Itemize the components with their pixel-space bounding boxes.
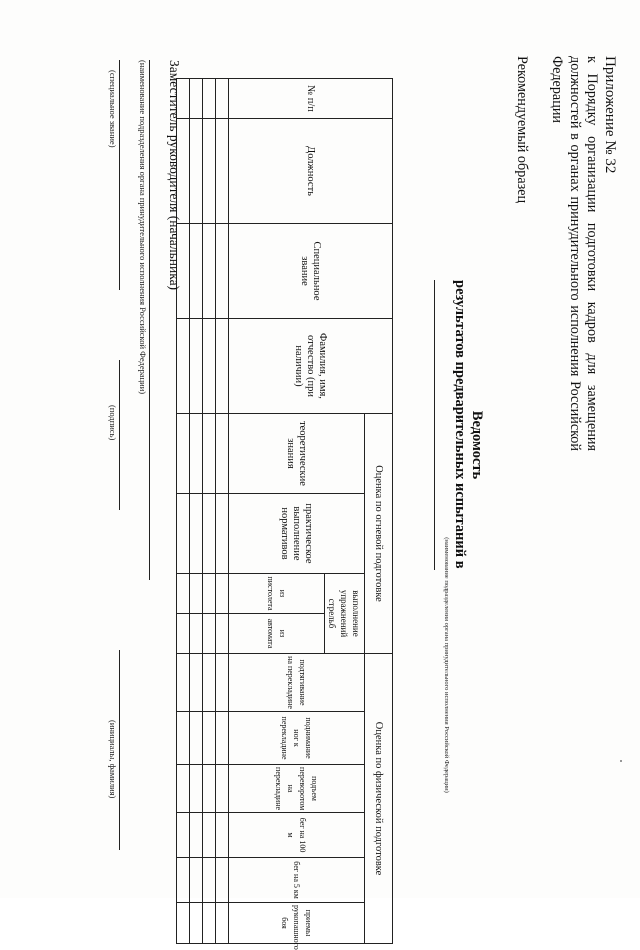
table-cell — [177, 654, 190, 712]
header-shooting: выполнение упражнений стрельб — [325, 574, 365, 654]
table-cell — [190, 119, 203, 224]
table-cell — [190, 494, 203, 574]
table-cell — [216, 414, 229, 494]
table-cell — [216, 224, 229, 319]
table-row — [216, 79, 229, 944]
table-cell — [216, 614, 229, 654]
table-cell — [190, 224, 203, 319]
deputy-label: Заместитель руководителя (начальника) — [167, 60, 182, 291]
table-cell — [203, 224, 216, 319]
appendix-number: Приложение № 32 — [602, 56, 618, 174]
unit-caption: (наименование подразделения органа принудительного исполнения Российской Федерации) — [138, 60, 148, 395]
table-cell — [216, 79, 229, 119]
signature-line — [119, 360, 120, 510]
header-fire-group: Оценка по огневой подготовке — [365, 414, 393, 654]
table-cell — [216, 319, 229, 414]
table-cell — [203, 574, 216, 614]
table-cell — [177, 574, 190, 614]
table-cell — [190, 712, 203, 765]
rank-caption: (специальное звание) — [108, 70, 118, 148]
table-cell — [203, 654, 216, 712]
table-row — [190, 79, 203, 944]
rank-line — [119, 60, 120, 290]
table-cell — [203, 319, 216, 414]
header-practice: практическое выполнение нормативов — [229, 494, 365, 574]
header-rank: Специальное звание — [229, 224, 393, 319]
initials-caption: (инициалы, фамилия) — [108, 720, 118, 799]
header-phys-group: Оценка по физической подготовке — [365, 654, 393, 944]
table-cell — [190, 574, 203, 614]
table-row — [203, 79, 216, 944]
header-run5k: бег на 5 км — [229, 858, 365, 903]
results-table — [176, 78, 393, 950]
header-position: Должность — [229, 119, 393, 224]
header-flip: подъем переворотом на перекладине — [229, 765, 365, 813]
header-leg-raise: поднимание ног к перекладине — [229, 712, 365, 765]
table-cell — [177, 858, 190, 903]
statement-heading — [434, 280, 485, 610]
table-cell — [203, 79, 216, 119]
table-cell — [203, 858, 216, 903]
table-cell — [177, 494, 190, 574]
header-theory: теоретические знания — [229, 414, 365, 494]
table-cell — [190, 414, 203, 494]
sample-label: Рекомендуемый образец — [513, 56, 530, 204]
table-cell — [203, 765, 216, 813]
statement-subtitle: результатов предварительных испытаний в — [452, 280, 468, 569]
table-cell — [190, 319, 203, 414]
table-cell — [190, 903, 203, 944]
header-name: Фамилия, имя, отчество (при наличии) — [229, 319, 393, 414]
table-cell — [177, 712, 190, 765]
unit-line — [149, 60, 150, 580]
table-cell — [216, 119, 229, 224]
table-cell — [216, 903, 229, 944]
header-num: № п/п — [229, 79, 393, 119]
table-cell — [203, 119, 216, 224]
table-cell — [190, 654, 203, 712]
table-cell — [216, 654, 229, 712]
header-rifle: из автомата — [229, 614, 325, 654]
scan-speck — [620, 760, 622, 762]
table-cell — [177, 813, 190, 858]
statement-title: Ведомость — [469, 410, 485, 480]
table-cell — [177, 765, 190, 813]
empty-rows — [177, 79, 229, 944]
table-cell — [203, 614, 216, 654]
signature-caption: (подпись) — [108, 405, 118, 441]
table-cell — [203, 903, 216, 944]
table-cell — [216, 494, 229, 574]
table-cell — [216, 712, 229, 765]
appendix-block — [512, 56, 618, 451]
table-cell — [190, 858, 203, 903]
header-pullups: подтягивание на перекладине — [229, 654, 365, 712]
table-cell — [177, 414, 190, 494]
table-cell — [190, 813, 203, 858]
table-cell — [190, 614, 203, 654]
header-pistol: из пистолета — [229, 574, 325, 614]
table-cell — [216, 813, 229, 858]
table-cell — [177, 319, 190, 414]
table-cell — [177, 614, 190, 654]
table-cell — [216, 765, 229, 813]
initials-line — [119, 650, 120, 850]
appendix-text: к Порядку организации подготовки кадров для замещения должностей в органах принудительного исполнения Российской Федерации — [549, 56, 601, 451]
table-cell — [177, 903, 190, 944]
subtitle-note: (наименование подразделения органа принудительного исполнения Российской Федерации) — [443, 537, 450, 793]
header-run100: бег на 100 м — [229, 813, 365, 858]
table-cell — [203, 813, 216, 858]
header-combat: приемы рукопашного боя — [229, 903, 365, 944]
table-cell — [216, 858, 229, 903]
table-cell — [203, 712, 216, 765]
table-cell — [190, 79, 203, 119]
table-cell — [203, 494, 216, 574]
table-cell — [216, 574, 229, 614]
table-cell — [203, 414, 216, 494]
table-cell — [190, 765, 203, 813]
